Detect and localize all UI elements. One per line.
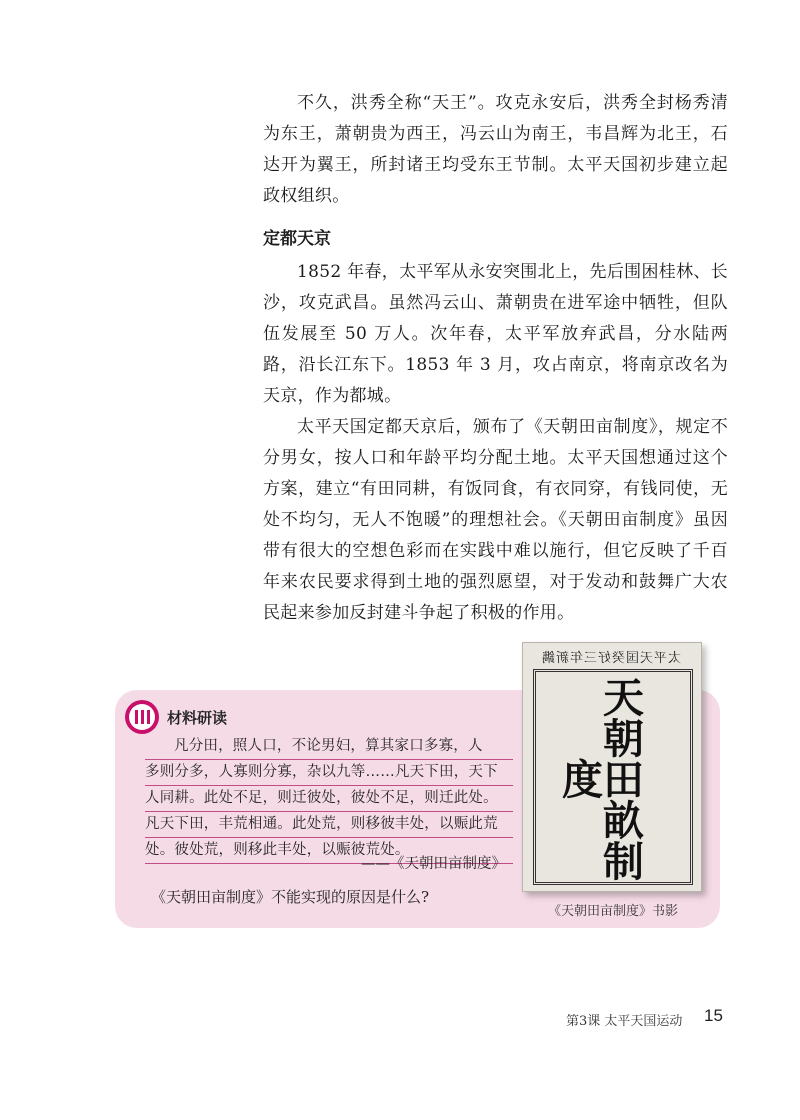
paragraph-1: 不久，洪秀全称“天王”。攻克永安后，洪秀全封杨秀清为东王，萧朝贵为西王，冯云山为南王，韦昌辉为北王，石达开为翼王，所封诸王均受东王节制。太平天国初步建立起政权组织。 <box>263 93 728 206</box>
book-title-frame <box>533 669 693 885</box>
footer-lesson: 第3课 太平天国运动 <box>566 1014 683 1029</box>
book-top-text: 太平天国癸好三年新鐫 <box>541 651 682 666</box>
main-text <box>263 88 728 629</box>
page-number: 15 <box>704 1006 723 1025</box>
quote-line: 凡天下田，丰荒相通。此处荒，则移彼丰处，以赈此荒 <box>145 812 513 838</box>
book-title: 天朝田畝制度 <box>555 675 644 881</box>
paragraph-3: 太平天国定都天京后，颁布了《天朝田亩制度》，规定不分男女，按人口和年龄平均分配土地。太平天国想通过这个方案，建立“有田同耕，有饭同食，有衣同穿，有钱同使，无处不均匀，无人不饱暖”的理想社会。《天朝田亩制度》虽因带有很大的空想色彩而在实践中难以施行，但它反映了千百年来农民要求得到土地的强烈愿望，对于发动和鼓舞广大农民起来参加反封建斗争起了积极的作用。 <box>263 417 728 623</box>
quote-line: 人同耕。此处不足，则迁彼处，彼处不足，则迁此处。 <box>145 786 513 812</box>
book-cover-image <box>522 642 702 892</box>
quote-line: 凡分田，照人口，不论男妇，算其家口多寡，人 <box>145 734 513 760</box>
material-quote <box>145 734 513 864</box>
paragraph-2: 1852 年春，太平军从永安突围北上，先后围困桂林、长沙，攻克武昌。虽然冯云山、萧朝贵在进军途中牺牲，但队伍发展至 50 万人。次年春，太平军放弃武昌，分水陆两路，沿长江东下。1853 年 3 月，攻占南京，将南京改名为天京，作为都城。 <box>263 262 728 406</box>
material-title: 材料研读 <box>167 708 228 727</box>
quote-line: 处。彼处荒，则移此丰处，以赈彼荒处。 <box>145 838 513 864</box>
section-title: 定都天京 <box>263 229 331 249</box>
material-question: 《天朝田亩制度》不能实现的原因是什么? <box>151 888 430 906</box>
material-icon <box>125 700 159 734</box>
image-caption: 《天朝田亩制度》书影 <box>548 904 679 919</box>
quote-line: 多则分多，人寡则分寡，杂以九等……凡天下田，天下 <box>145 760 513 786</box>
quote-source: ——《天朝田亩制度》 <box>361 856 506 872</box>
material-header <box>125 700 227 734</box>
